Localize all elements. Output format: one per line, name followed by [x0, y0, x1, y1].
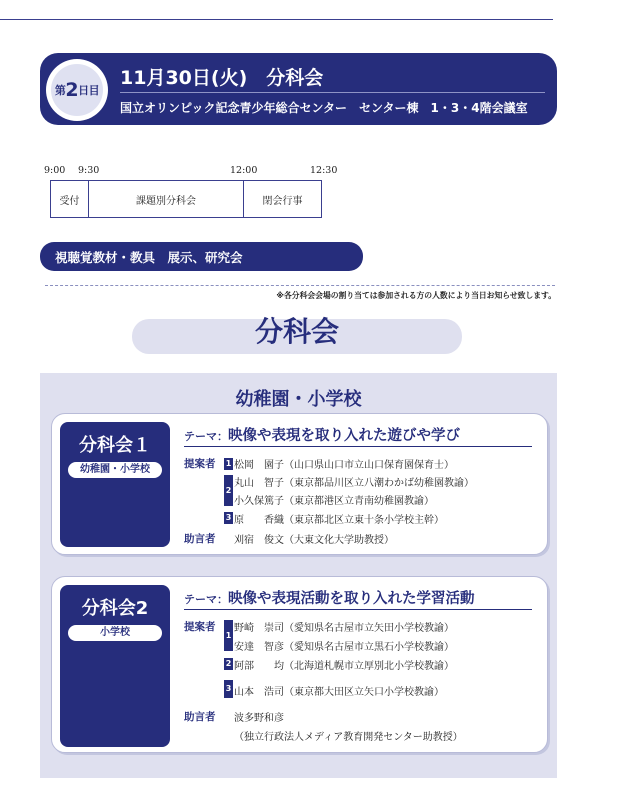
- allocation-note: ※各分科会会場の割り当ては参加される方の人数により当日お知らせ致します。: [276, 291, 556, 300]
- session-tab: [60, 585, 170, 747]
- day-badge-suffix: 日目: [78, 84, 100, 97]
- day-header: [40, 53, 557, 125]
- time-label: 12:30: [310, 165, 338, 176]
- time-label: 9:30: [78, 165, 100, 176]
- day-badge-num: 2: [65, 79, 79, 101]
- day-badge-prefix: 第: [54, 84, 66, 97]
- presenter-label: 提案者: [184, 621, 216, 633]
- time-label: 9:00: [44, 165, 66, 176]
- schedule-block-sessions: 課題別分科会: [88, 180, 244, 218]
- presenter-line: 小久保篤子（東京都港区立青南幼稚園教諭）: [234, 496, 434, 507]
- day-badge-text: [51, 64, 103, 116]
- theme-text: 映像や表現活動を取り入れた学習活動: [228, 591, 475, 607]
- presenter-line: 松岡 園子（山口県山口市立山口保育園保育士）: [234, 460, 454, 471]
- time-label: 12:00: [230, 165, 258, 176]
- section-title: 分科会: [254, 315, 339, 348]
- session-name: 分科会１: [79, 435, 151, 456]
- presenter-line: 安達 智彦（愛知県名古屋市立黒石小学校教諭）: [234, 642, 454, 653]
- theme-rule: [184, 609, 532, 610]
- schedule-block-reception: 受付: [50, 180, 89, 218]
- advisor-line: 波多野和彦: [234, 713, 284, 724]
- session-level: 小学校: [68, 625, 162, 641]
- session-theme: [184, 587, 475, 608]
- exhibit-banner: 視聴覚教材・教具 展示、研究会: [40, 242, 363, 271]
- presenter-line: 野崎 崇司（愛知県名古屋市立矢田小学校教諭）: [234, 623, 454, 634]
- session-card-2: [51, 576, 548, 753]
- presenter-number-1: 1: [224, 620, 233, 651]
- advisor-label: 助言者: [184, 533, 216, 545]
- schedule-block-closing: 閉会行事: [243, 180, 322, 218]
- advisor-label: 助言者: [184, 711, 216, 723]
- theme-label: テーマ：: [184, 593, 228, 606]
- day-title: 11月30日(火) 分科会: [120, 67, 324, 89]
- presenter-line: 原 香織（東京都北区立東十条小学校主幹）: [234, 515, 444, 526]
- session-tab: [60, 422, 170, 547]
- presenter-line: 阿部 均（北海道札幌市立厚別北小学校教諭）: [234, 661, 454, 672]
- day-header-rule: [120, 92, 545, 93]
- session-theme: [184, 424, 460, 445]
- presenter-number-2: 2: [224, 475, 233, 506]
- session-card-1: [51, 413, 548, 555]
- presenter-number-3: 3: [225, 513, 232, 522]
- presenter-number-3: 3: [224, 680, 233, 698]
- advisor-line: （独立行政法人メディア教育開発センター助教授）: [234, 732, 463, 743]
- day-badge: [46, 59, 108, 121]
- top-rule: [0, 19, 553, 20]
- advisor-line: 刈宿 俊文（大東文化大学助教授）: [234, 535, 394, 546]
- day-venue: 国立オリンピック記念青少年総合センター センター棟 1・3・4階会議室: [120, 101, 528, 115]
- session-name: 分科会2: [81, 598, 149, 619]
- theme-rule: [184, 446, 532, 447]
- dashed-divider: [45, 285, 555, 286]
- presenter-line: 丸山 智子（東京都品川区立八潮わかば幼稚園教諭）: [234, 478, 474, 489]
- presenter-number-1: 1: [225, 459, 232, 468]
- theme-label: テーマ：: [184, 430, 228, 443]
- presenter-label: 提案者: [184, 458, 216, 470]
- presenter-number-2: 2: [225, 659, 232, 668]
- sessions-panel: [40, 373, 557, 778]
- theme-text: 映像や表現を取り入れた遊びや学び: [228, 428, 460, 444]
- presenter-line: 山本 浩司（東京都大田区立矢口小学校教諭）: [234, 687, 444, 698]
- session-level: 幼稚園・小学校: [68, 462, 162, 478]
- panel-title: 幼稚園・小学校: [235, 389, 362, 410]
- schedule-timeline: [44, 165, 340, 225]
